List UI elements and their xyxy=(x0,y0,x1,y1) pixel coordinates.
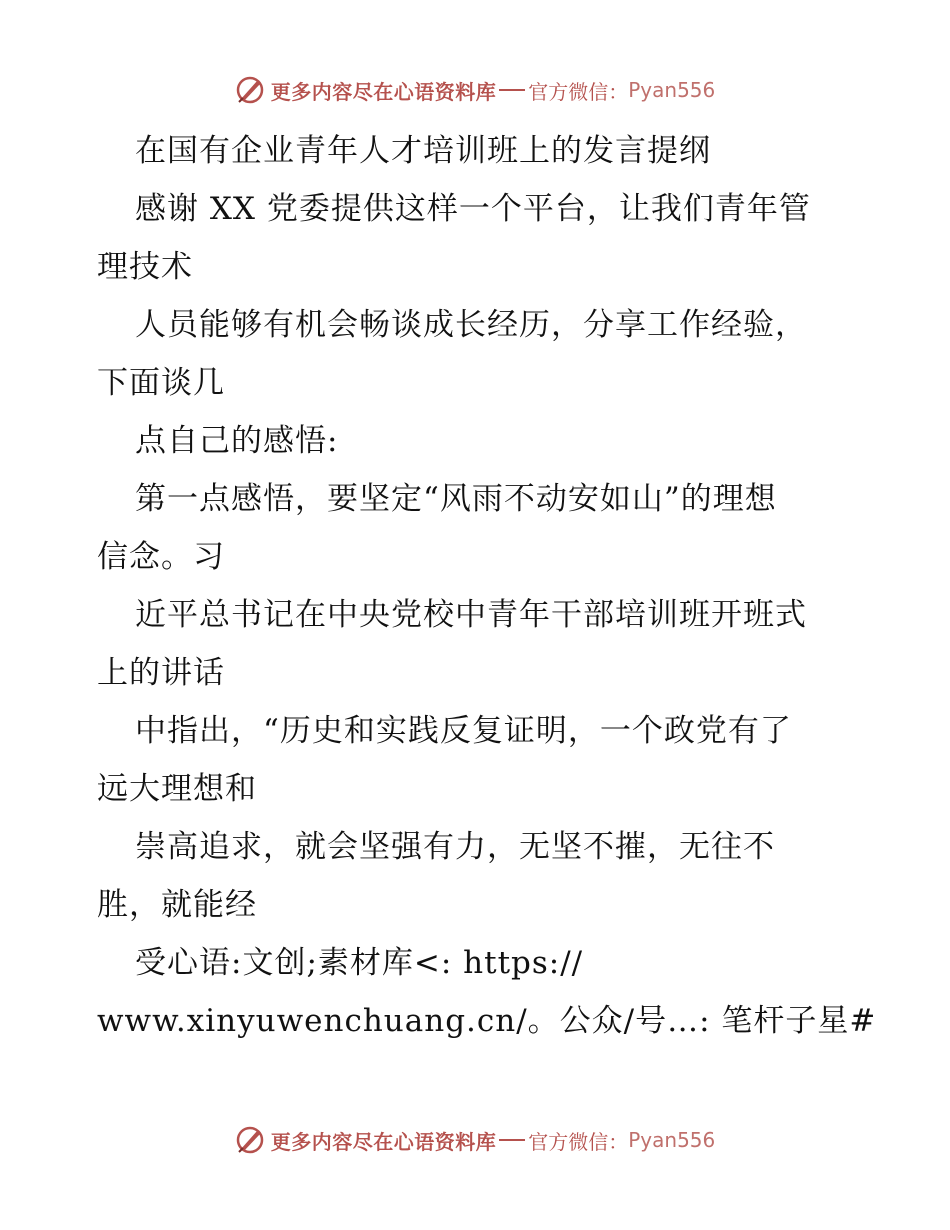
paragraph-line: 下面谈几 xyxy=(97,365,225,401)
paragraph-line: 信念。习 xyxy=(97,539,225,575)
document-body xyxy=(97,122,877,1050)
paragraph-line: 崇高追求，就会坚强有力，无坚不摧，无往不 xyxy=(135,829,775,865)
banner-wechat-id: Pyan556 xyxy=(628,78,716,102)
header-banner xyxy=(0,70,950,110)
paragraph-line: 第一点感悟，要坚定“风雨不动安如山”的理想 xyxy=(135,481,777,517)
banner-wechat-id: Pyan556 xyxy=(628,1128,716,1152)
paragraph-line: 远大理想和 xyxy=(97,771,257,807)
paragraph-line: 感谢 XX 党委提供这样一个平台，让我们青年管 xyxy=(135,191,811,227)
source-line: 受心语:文创;素材库<: https:// xyxy=(135,945,584,981)
paragraph-line: 人员能够有机会畅谈成长经历，分享工作经验， xyxy=(135,307,807,343)
banner-main-text: 更多内容尽在心语资料库 xyxy=(270,79,497,104)
banner-sub-text: 官方微信： xyxy=(528,79,629,104)
paragraph-line: 近平总书记在中央党校中青年干部培训班开班式 xyxy=(135,597,807,633)
footer-banner xyxy=(0,1120,950,1160)
paragraph-line: 中指出，“历史和实践反复证明，一个政党有了 xyxy=(135,713,792,749)
banner-dash xyxy=(499,89,525,91)
banner-dash xyxy=(499,1139,525,1141)
quill-pen-logo-icon xyxy=(235,1125,265,1155)
paragraph-line: 理技术 xyxy=(97,249,193,285)
banner-main-text: 更多内容尽在心语资料库 xyxy=(270,1129,497,1154)
paragraph-line: 上的讲话 xyxy=(97,655,225,691)
paragraph-line: 点自己的感悟: xyxy=(135,423,339,459)
banner-sub-text: 官方微信： xyxy=(528,1129,629,1154)
quill-pen-logo-icon xyxy=(235,75,265,105)
document-title: 在国有企业青年人才培训班上的发言提纲 xyxy=(135,133,711,169)
paragraph-line: 胜，就能经 xyxy=(97,887,257,923)
source-url-line: www.xinyuwenchuang.cn/。公众/号…: 笔杆子星# xyxy=(97,1003,877,1039)
